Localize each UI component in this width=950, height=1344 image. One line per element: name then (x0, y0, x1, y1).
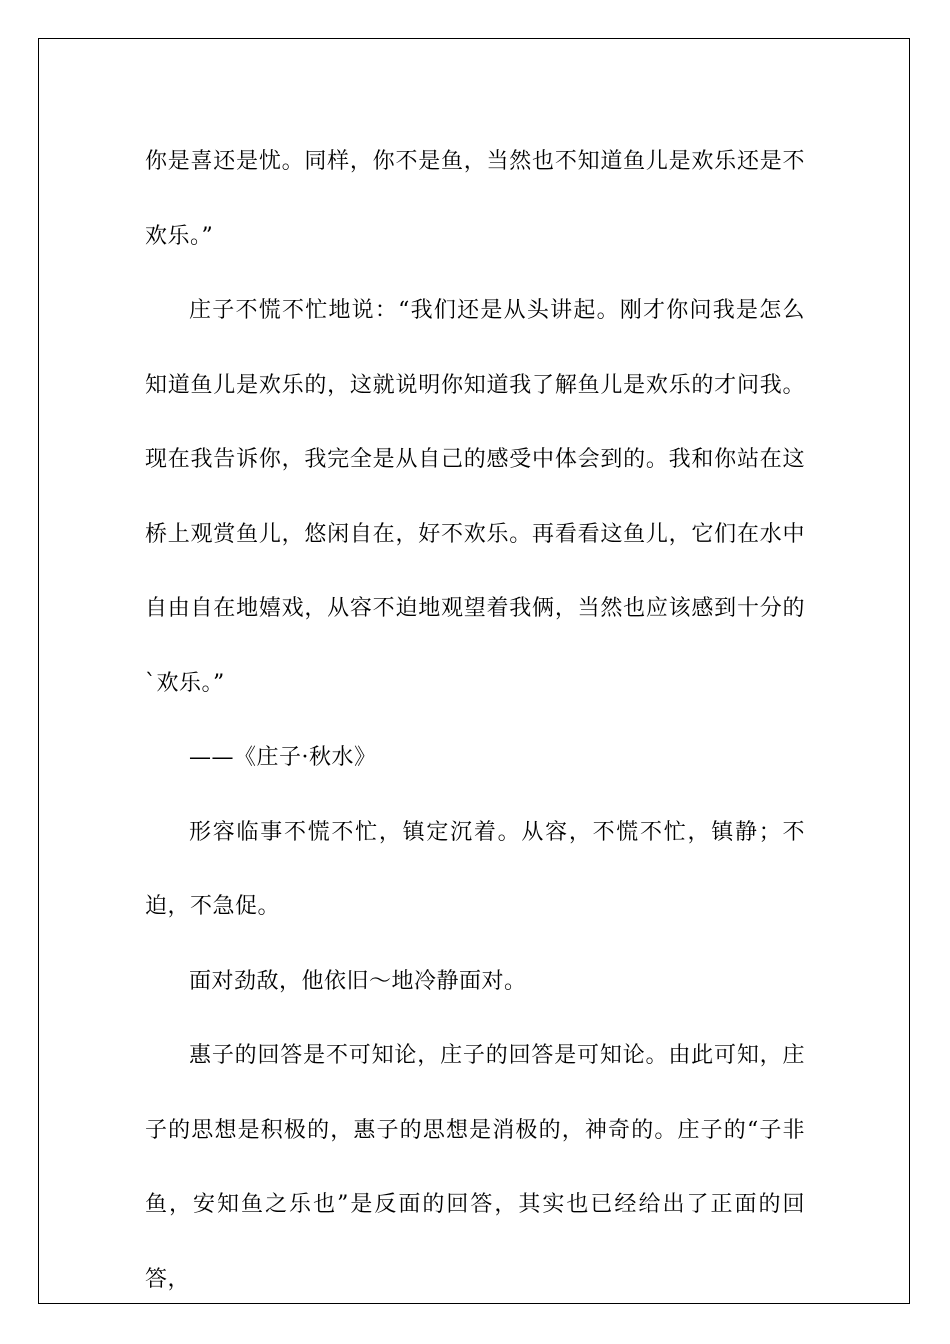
paragraph-2: 庄子不慌不忙地说：“我们还是从头讲起。刚才你问我是怎么知道鱼儿是欢乐的，这就说明你知道我了解鱼儿是欢乐的才问我。现在我告诉你，我完全是从自己的感受中体会到的。我和你站在这桥上观赏鱼儿，悠闲自在，好不欢乐。再看看这鱼儿，它们在水中自由自在地嬉戏，从容不迫地观望着我俩，当然也应该感到十分的`欢乐。” (145, 298, 805, 696)
paragraph-1: 你是喜还是忧。同样，你不是鱼，当然也不知道鱼儿是欢乐还是不欢乐。” (145, 149, 805, 249)
document-body (145, 125, 805, 1317)
paragraph-source: ——《庄子·秋水》 (189, 745, 377, 770)
paragraph-definition: 形容临事不慌不忙，镇定沉着。从容，不慌不忙，镇静；不迫，不急促。 (145, 819, 805, 919)
paragraph-analysis: 惠子的回答是不可知论，庄子的回答是可知论。由此可知，庄子的思想是积极的，惠子的思想是消极的，神奇的。庄子的“子非鱼，安知鱼之乐也”是反面的回答，其实也已经给出了正面的回答， (145, 1043, 805, 1292)
paragraph-example: 面对劲敌，他依旧～地冷静面对。 (189, 968, 527, 994)
